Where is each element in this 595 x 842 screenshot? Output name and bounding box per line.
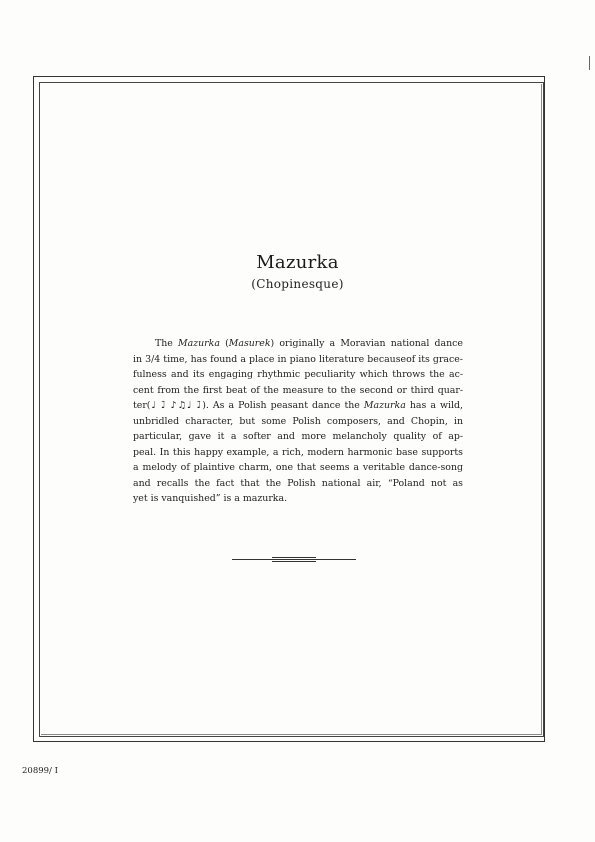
- paragraph-line-3: fulness and its engaging rhythmic peculiarity which throws the ac-: [133, 369, 463, 380]
- page-title: Mazurka: [256, 252, 339, 273]
- text-run: ). As a Polish peasant dance the: [202, 400, 364, 411]
- italic-term: Mazurka: [178, 338, 220, 349]
- page-subtitle: (Chopinesque): [251, 277, 344, 291]
- text-run: has a wild,: [405, 400, 463, 411]
- italic-term: Mazurka: [363, 400, 406, 411]
- paragraph-line-6: unbridled character, but some Polish composers, and Chopin, in: [133, 415, 463, 427]
- paragraph-line-8: peal. In this happy example, a rich, modern harmonic base supports: [133, 446, 463, 458]
- text-run: (: [219, 338, 229, 349]
- rhythm-notation: ♩ ♩̄ ♪♫♩ ♩̄: [150, 400, 203, 411]
- paragraph-line-1: [133, 336, 463, 352]
- paragraph-line-10: and recalls the fact that the Polish national air, “Poland not as: [133, 477, 463, 489]
- time-signature: 3/4: [145, 353, 161, 365]
- paragraph-line-11: yet is vanquished” is a mazurka.: [133, 493, 288, 504]
- description-paragraph: [133, 336, 463, 507]
- text-run: The: [155, 338, 179, 349]
- text-run: in: [133, 353, 146, 365]
- text-run: ter(: [133, 400, 151, 411]
- paragraph-line-4: cent from the first beat of the measure to the second or third quar-: [133, 384, 463, 396]
- ornamental-divider: [232, 557, 356, 563]
- paragraph-line-7: particular, gave it a softer and more melancholy quality of ap-: [133, 431, 463, 442]
- plate-number: 20899/ I: [22, 766, 58, 776]
- italic-term: Masurek: [228, 338, 271, 349]
- paragraph-line-5: [133, 398, 463, 414]
- paragraph-line-2: [133, 352, 463, 368]
- paragraph-line-9: a melody of plaintive charm, one that seems a veritable dance-song: [133, 462, 463, 473]
- text-run: time, has found a place in piano literature becauseof its grace-: [160, 353, 463, 365]
- divider-center-bar: [272, 557, 316, 562]
- edge-mark: [589, 56, 590, 70]
- text-run: ) originally a Moravian national dance: [270, 338, 463, 349]
